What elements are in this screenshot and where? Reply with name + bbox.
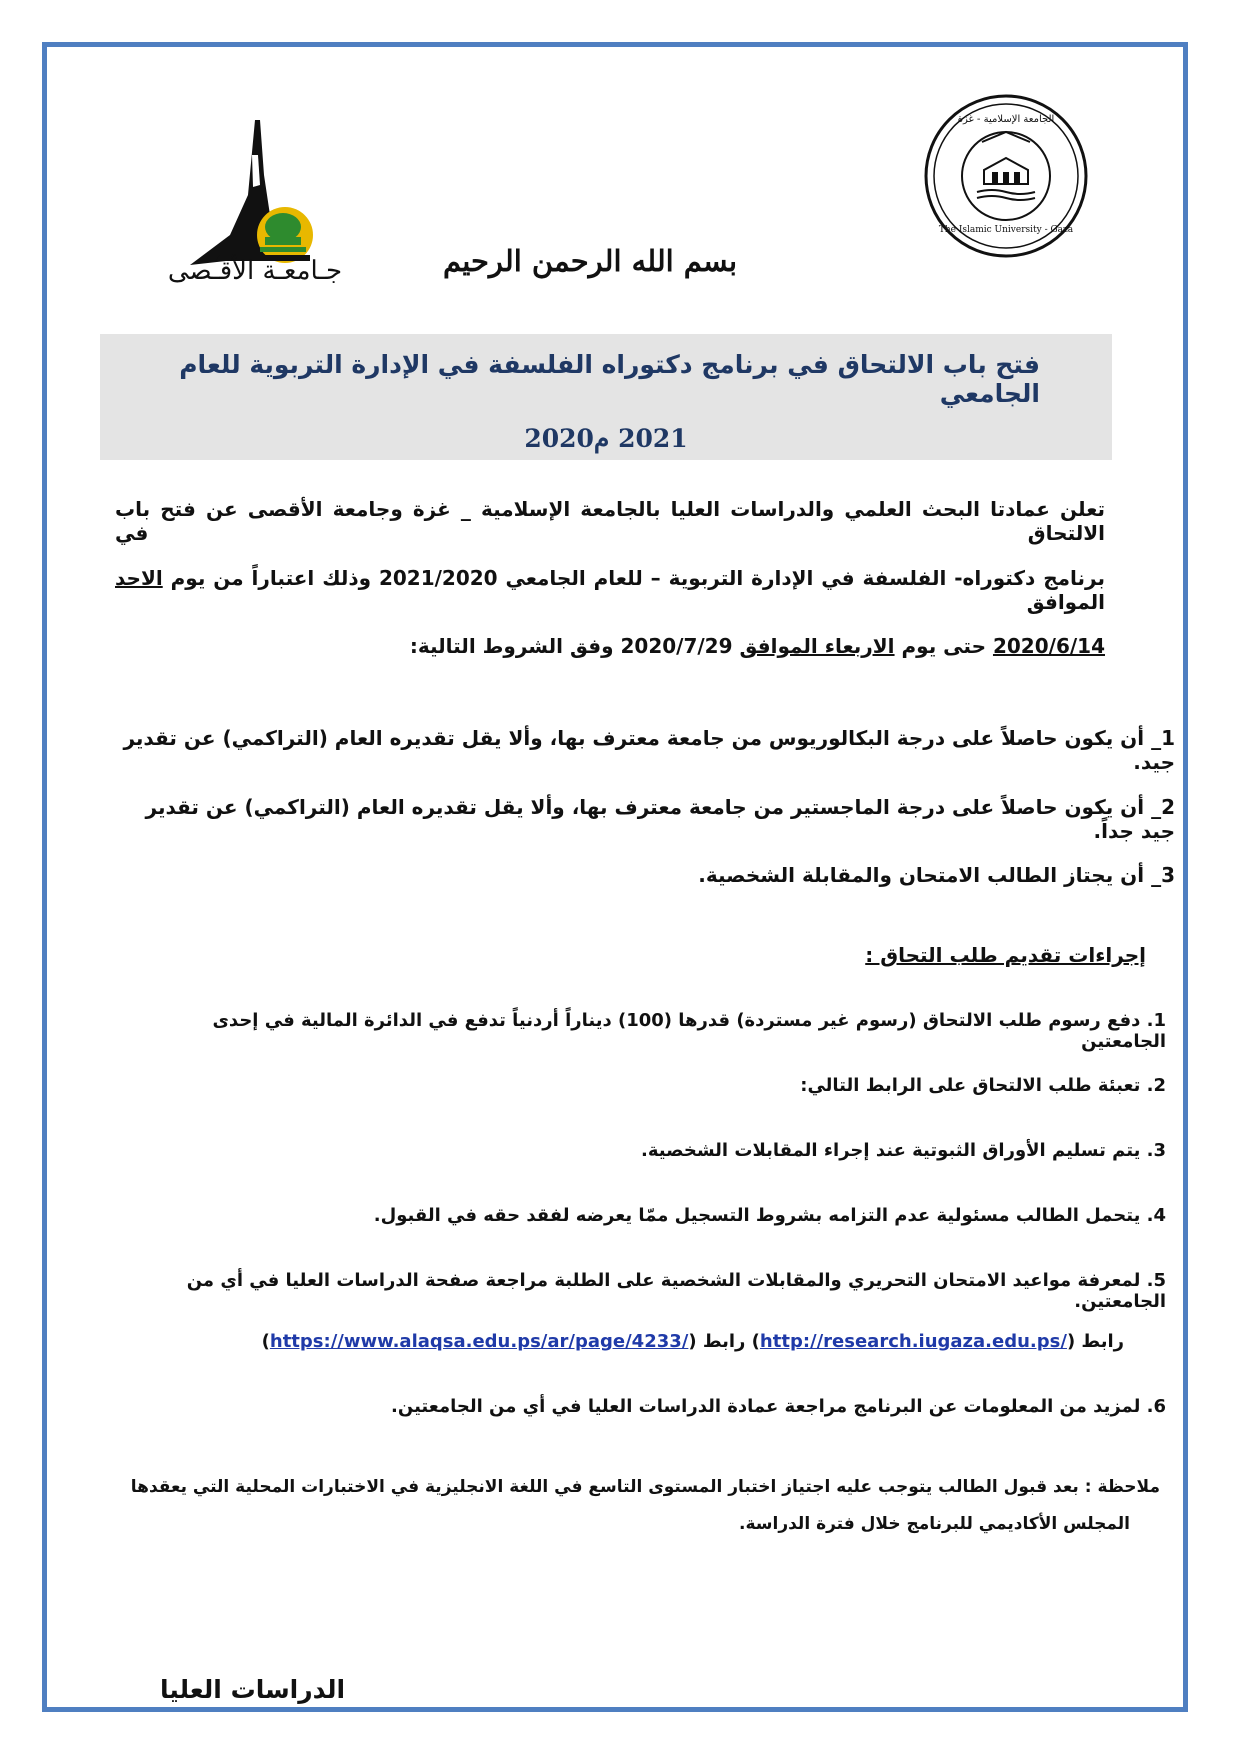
al-aqsa-university-name: جـامعـة الأقـصى xyxy=(167,256,343,286)
graduate-studies-signature: الدراسات العليا xyxy=(160,1675,346,1704)
end-day: الاربعاء الموافق xyxy=(739,634,895,658)
condition-3: 3_ أن يجتاز الطالب الامتحان والمقابلة الشخصية. xyxy=(698,863,1175,887)
start-day: الاحد xyxy=(115,566,163,590)
condition-2: 2_ أن يكون حاصلاً على درجة الماجستير من جامعة معترف بها، وألا يقل تقديره العام (التراكمي) عن تقدير جيد جداً. xyxy=(145,795,1175,843)
announcement-title: فتح باب الالتحاق في برنامج دكتوراه الفلسفة في الإدارة التربوية للعام الجامعي xyxy=(179,350,1040,408)
procedures-title: إجراءات تقديم طلب التحاق : xyxy=(865,943,1146,967)
islamic-university-seal xyxy=(922,92,1090,260)
procedure-3: 3. يتم تسليم الأوراق الثبوتية عند إجراء المقابلات الشخصية. xyxy=(641,1140,1166,1161)
seal-english-text: The Islamic University - Gaza xyxy=(938,225,1074,235)
basmala-heading: بسم الله الرحمن الرحيم xyxy=(442,244,738,278)
alaqsa-page-link[interactable]: https://www.alaqsa.edu.ps/ar/page/4233/ xyxy=(269,1331,689,1352)
intro-line-2: برنامج دكتوراه- الفلسفة في الإدارة التربوية – للعام الجامعي 2021/2020 وذلك اعتباراً من يوم الاحد الموافق xyxy=(115,566,1105,614)
procedure-5: 5. لمعرفة مواعيد الامتحان التحريري والمقابلات الشخصية على الطلبة مراجعة صفحة الدراسات العليا في أي من الجامعتين. xyxy=(186,1270,1166,1312)
procedure-4: 4. يتحمل الطالب مسئولية عدم التزامه بشروط التسجيل ممّا يعرضه لفقد حقه في القبول. xyxy=(373,1205,1166,1226)
iugaza-research-link[interactable]: http://research.iugaza.edu.ps/ xyxy=(759,1331,1067,1352)
seal-arabic-text: الجامعة الإسلامية - غزة xyxy=(957,114,1055,125)
procedure-links: رابط (http://research.iugaza.edu.ps/) رابط (https://www.alaqsa.edu.ps/ar/page/4233/) xyxy=(261,1331,1124,1352)
intro-line-1: تعلن عمادتا البحث العلمي والدراسات العليا بالجامعة الإسلامية _ غزة وجامعة الأقصى عن فتح باب الالتحاق في xyxy=(115,497,1105,545)
procedure-2: 2. تعبئة طلب الالتحاق على الرابط التالي: xyxy=(800,1075,1166,1096)
note-line-1: ملاحظة : بعد قبول الطالب يتوجب عليه اجتياز اختبار المستوى التاسع في اللغة الانجليزية في الاختبارات المحلية التي يعقدها xyxy=(130,1477,1160,1497)
procedure-6: 6. لمزيد من المعلومات عن البرنامج مراجعة عمادة الدراسات العليا في أي من الجامعتين. xyxy=(391,1396,1166,1417)
announcement-year: 2021 م2020 xyxy=(524,424,688,453)
condition-1: 1_ أن يكون حاصلاً على درجة البكالوريوس من جامعة معترف بها، وألا يقل تقديره العام (التراكمي) عن تقدير جيد. xyxy=(123,726,1175,774)
note-line-2: المجلس الأكاديمي للبرنامج خلال فترة الدراسة. xyxy=(739,1514,1130,1534)
procedure-1: 1. دفع رسوم طلب الالتحاق (رسوم غير مستردة) قدرها (100) ديناراً أردنياً تدفع في الدائرة المالية في إحدى الجامعتين xyxy=(212,1010,1166,1052)
intro-line-3: 2020/6/14 حتى يوم الاربعاء الموافق 2020/7/29 وفق الشروط التالية: xyxy=(409,634,1105,658)
start-date: 2020/6/14 xyxy=(992,634,1105,658)
